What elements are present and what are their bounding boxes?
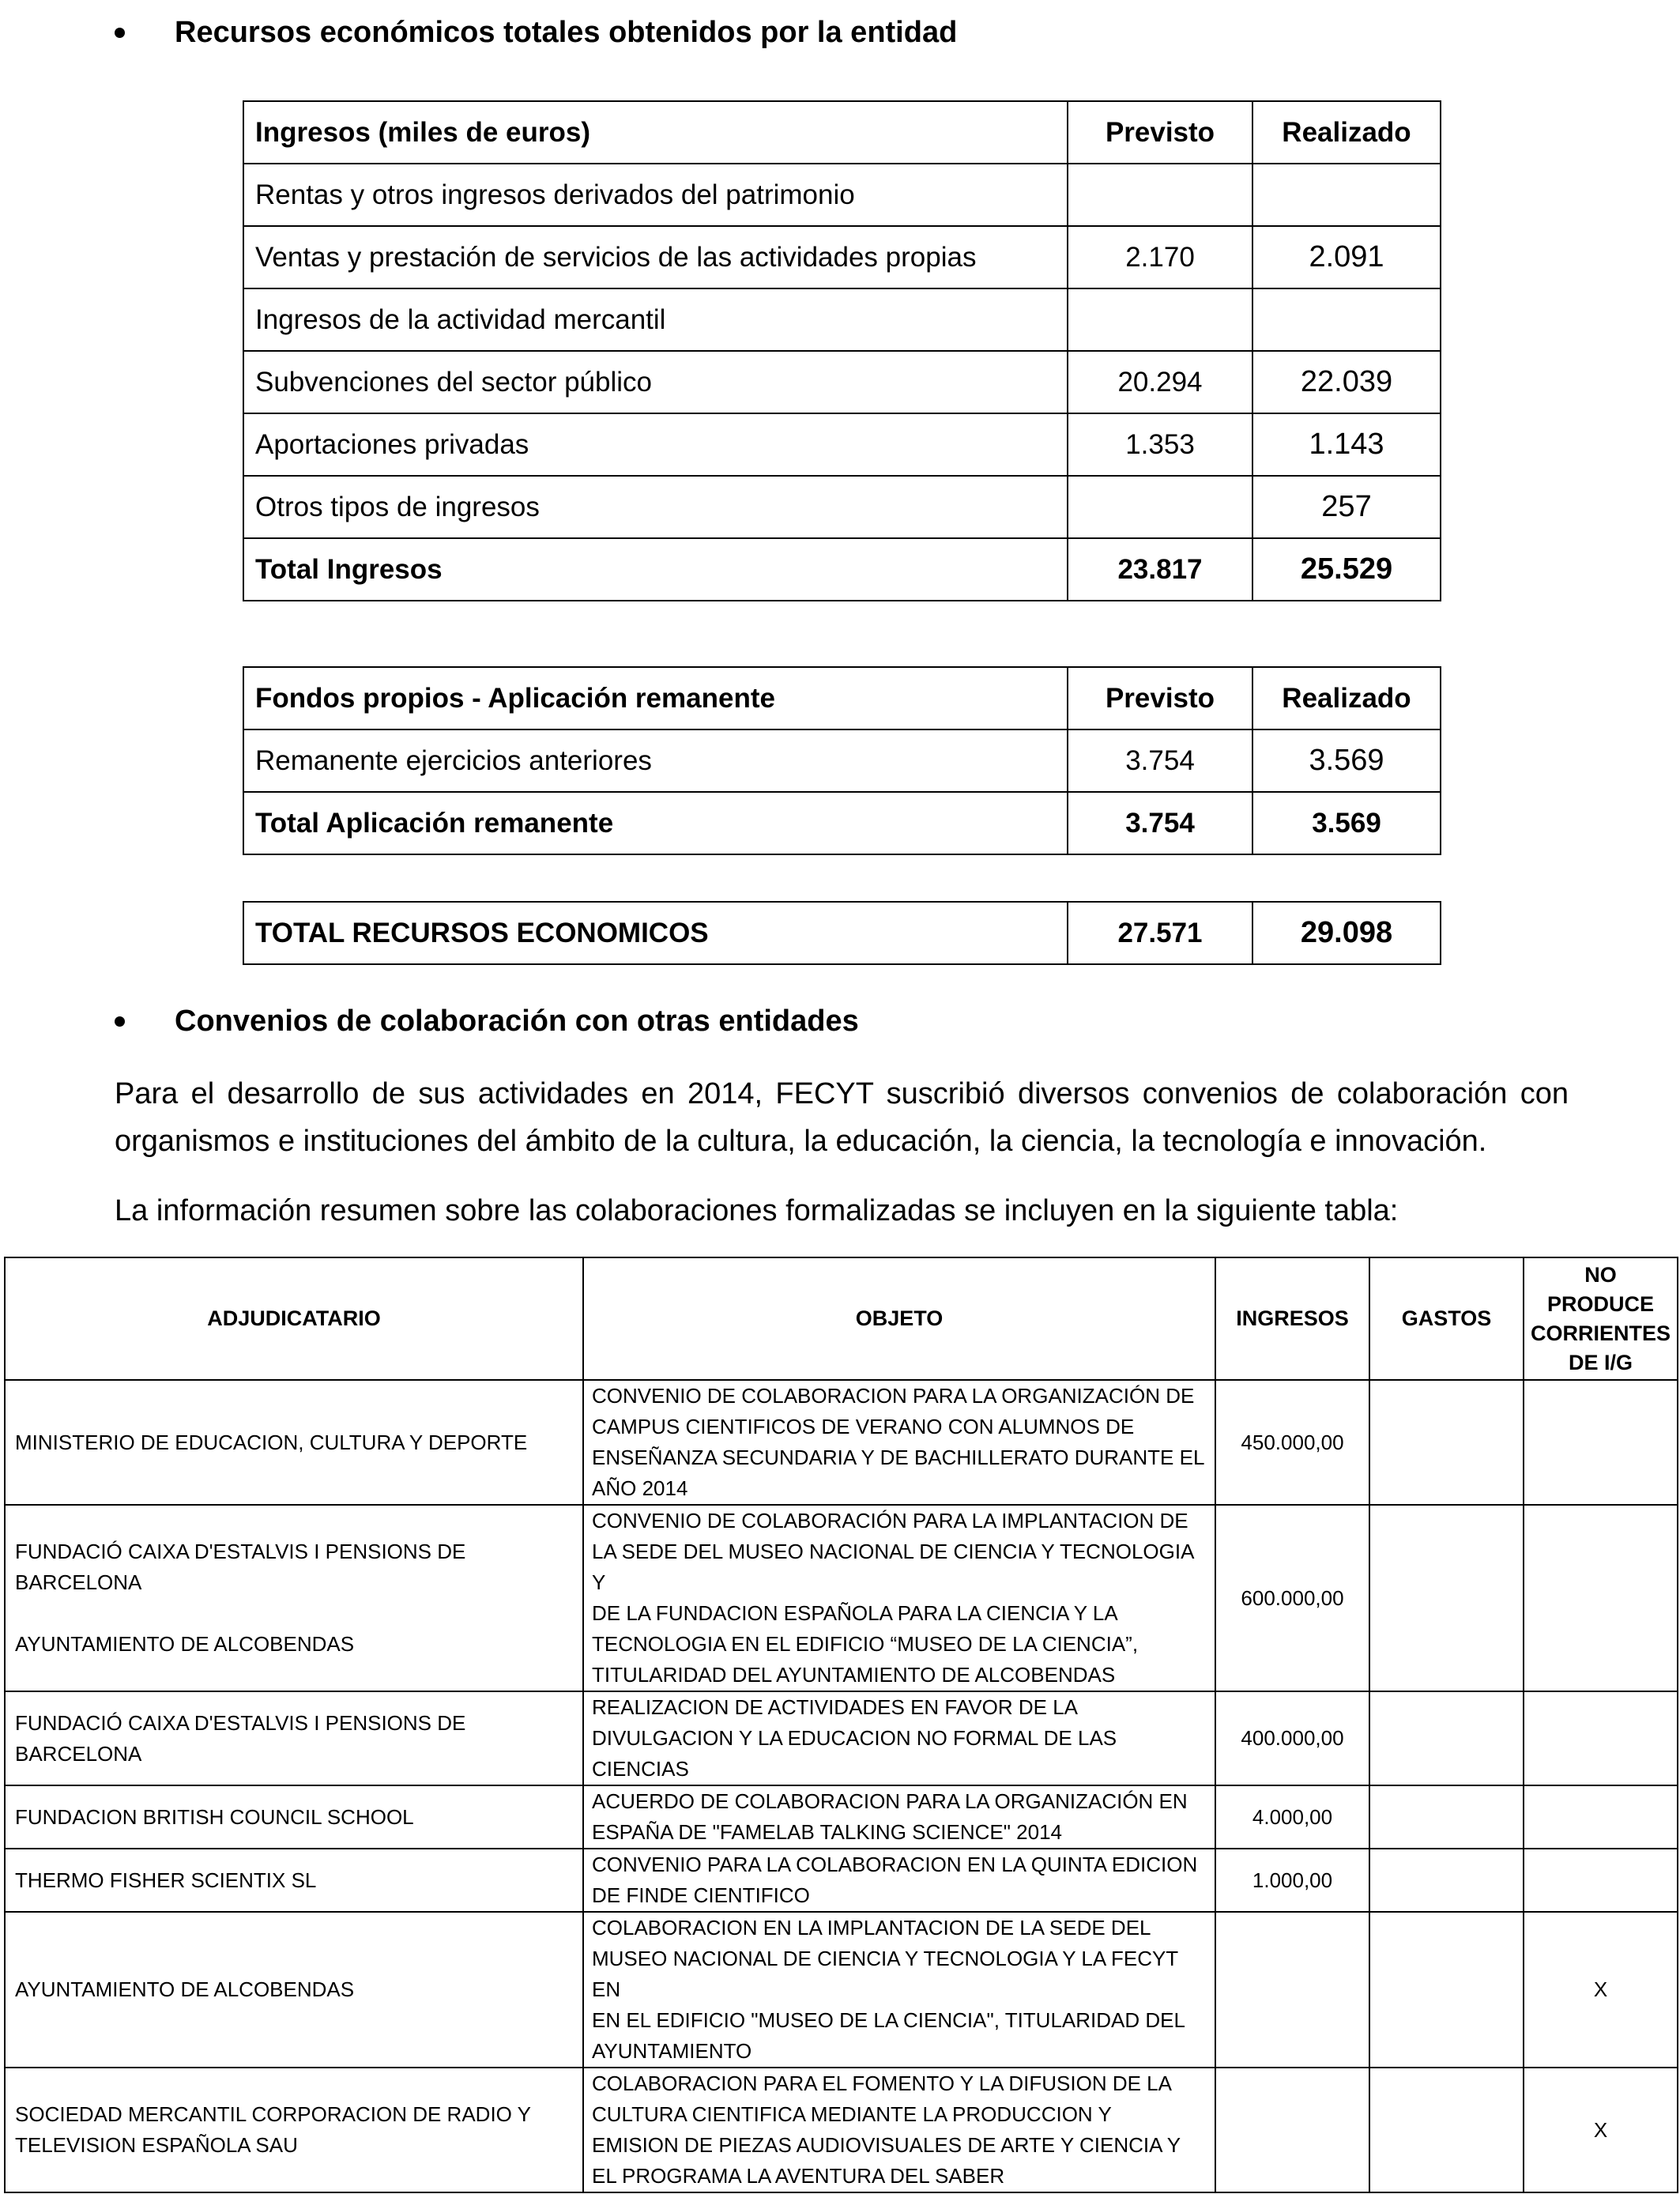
previsto-cell: 3.754 xyxy=(1068,729,1252,792)
objeto-cell xyxy=(583,1380,1215,1505)
total-label: Total Aplicación remanente xyxy=(243,792,1068,854)
cell-line: LA SEDE DEL MUSEO NACIONAL DE CIENCIA Y TECNOLOGIA Y xyxy=(592,1540,1193,1594)
table-row xyxy=(243,226,1441,288)
ingresos-cell: 450.000,00 xyxy=(1215,1380,1369,1505)
cell-line: TITULARIDAD DEL AYUNTAMIENTO DE ALCOBENDAS xyxy=(592,1663,1116,1687)
header-no-produce xyxy=(1524,1257,1678,1380)
paragraph-line: Para el desarrollo de sus actividades en 2014, FECYT suscribió diversos convenios de colaboración con xyxy=(115,1077,1569,1110)
no-produce-cell: X xyxy=(1524,2068,1678,2192)
ingresos-cell: 600.000,00 xyxy=(1215,1505,1369,1691)
gastos-cell xyxy=(1369,1849,1524,1912)
row-label: Ventas y prestación de servicios de las actividades propias xyxy=(243,226,1068,288)
header-line: PRODUCE xyxy=(1546,1291,1654,1316)
adjudicatario-cell xyxy=(5,1785,583,1849)
cell-line: AYUNTAMIENTO xyxy=(592,2039,752,2063)
header-gastos: GASTOS xyxy=(1369,1257,1524,1380)
table-row xyxy=(243,413,1441,476)
realizado-cell xyxy=(1252,164,1441,226)
adjudicatario-cell xyxy=(5,1691,583,1785)
cell-line: SOCIEDAD MERCANTIL CORPORACION DE RADIO Y xyxy=(15,2102,531,2126)
previsto-cell: 2.170 xyxy=(1068,226,1252,288)
table-row xyxy=(5,1505,1678,1691)
paragraph: La información resumen sobre las colaboraciones formalizadas se incluyen en la siguiente tabla: xyxy=(115,1194,1399,1227)
header-cell: Realizado xyxy=(1252,667,1441,729)
total-recursos-table xyxy=(243,901,1441,965)
previsto-cell xyxy=(1068,164,1252,226)
adjudicatario-cell xyxy=(5,1849,583,1912)
cell-line: THERMO FISHER SCIENTIX SL xyxy=(15,1868,317,1892)
table-row xyxy=(243,476,1441,538)
ingresos-table xyxy=(243,100,1441,601)
cell-line: EMISION DE PIEZAS AUDIOVISUALES DE ARTE Y CIENCIA Y xyxy=(592,2133,1181,2157)
row-label: Otros tipos de ingresos xyxy=(243,476,1068,538)
realizado-cell: 257 xyxy=(1252,476,1441,538)
gastos-cell xyxy=(1369,1785,1524,1849)
adjudicatario-cell xyxy=(5,1912,583,2068)
ingresos-cell xyxy=(1215,2068,1369,2192)
no-produce-cell xyxy=(1524,1785,1678,1849)
objeto-cell xyxy=(583,1785,1215,1849)
convenios-table xyxy=(4,1257,1678,2193)
ingresos-cell: 4.000,00 xyxy=(1215,1785,1369,1849)
row-label: Ingresos de la actividad mercantil xyxy=(243,288,1068,351)
cell-line: ACUERDO DE COLABORACION PARA LA ORGANIZACIÓN EN xyxy=(592,1789,1188,1813)
header-cell: Realizado xyxy=(1252,101,1441,164)
gastos-cell xyxy=(1369,1691,1524,1785)
realizado-cell: 1.143 xyxy=(1252,413,1441,476)
cell-line: AÑO 2014 xyxy=(592,1476,688,1500)
cell-line: CONVENIO DE COLABORACION PARA LA ORGANIZACIÓN DE xyxy=(592,1384,1195,1408)
total-realizado: 3.569 xyxy=(1252,792,1441,854)
total-row xyxy=(243,538,1441,601)
table-row xyxy=(243,288,1441,351)
cell-line: CONVENIO PARA LA COLABORACION EN LA QUINTA EDICION xyxy=(592,1853,1198,1876)
fondos-propios-table xyxy=(243,666,1441,855)
table-row xyxy=(5,1380,1678,1505)
row-label: Remanente ejercicios anteriores xyxy=(243,729,1068,792)
gastos-cell xyxy=(1369,1380,1524,1505)
cell-line: DE LA FUNDACION ESPAÑOLA PARA LA CIENCIA Y LA xyxy=(592,1601,1118,1625)
total-row xyxy=(243,902,1441,964)
header-cell: Previsto xyxy=(1068,101,1252,164)
no-produce-cell xyxy=(1524,1505,1678,1691)
cell-line: FUNDACIÓ CAIXA D'ESTALVIS I PENSIONS DE xyxy=(15,1710,466,1735)
cell-line: CULTURA CIENTIFICA MEDIANTE LA PRODUCCION Y xyxy=(592,2102,1112,2126)
ingresos-cell: 1.000,00 xyxy=(1215,1849,1369,1912)
header-line: NO xyxy=(1584,1262,1617,1287)
realizado-cell: 22.039 xyxy=(1252,351,1441,413)
ingresos-cell xyxy=(1215,1912,1369,2068)
header-ingresos: INGRESOS xyxy=(1215,1257,1369,1380)
cell-line: COLABORACION PARA EL FOMENTO Y LA DIFUSION DE LA xyxy=(592,2071,1172,2095)
total-label: TOTAL RECURSOS ECONOMICOS xyxy=(243,902,1068,964)
cell-line: TELEVISION ESPAÑOLA SAU xyxy=(15,2133,298,2157)
cell-line: CONVENIO DE COLABORACIÓN PARA LA IMPLANTACION DE xyxy=(592,1509,1188,1532)
section-heading-convenios xyxy=(115,1005,859,1039)
header-line: CORRIENTES xyxy=(1530,1321,1671,1345)
table-row xyxy=(243,164,1441,226)
section-heading-recursos xyxy=(115,16,957,50)
section-title: Convenios de colaboración con otras entidades xyxy=(175,1005,859,1038)
header-cell: Previsto xyxy=(1068,667,1252,729)
no-produce-cell: X xyxy=(1524,1912,1678,2068)
table-row xyxy=(5,1785,1678,1849)
cell-line: FUNDACION BRITISH COUNCIL SCHOOL xyxy=(15,1804,414,1829)
total-realizado: 29.098 xyxy=(1252,902,1441,964)
cell-line: DE FINDE CIENTIFICO xyxy=(592,1883,810,1907)
gastos-cell xyxy=(1369,2068,1524,2192)
total-row xyxy=(243,792,1441,854)
previsto-cell xyxy=(1068,288,1252,351)
no-produce-cell xyxy=(1524,1691,1678,1785)
cell-line: DIVULGACION Y LA EDUCACION NO FORMAL DE LAS xyxy=(592,1726,1117,1750)
row-label: Aportaciones privadas xyxy=(243,413,1068,476)
cell-line: AYUNTAMIENTO DE ALCOBENDAS xyxy=(15,1977,355,2001)
cell-line: BARCELONA xyxy=(15,1741,142,1766)
no-produce-cell xyxy=(1524,1849,1678,1912)
cell-line: ENSEÑANZA SECUNDARIA Y DE BACHILLERATO DURANTE EL xyxy=(592,1446,1205,1469)
objeto-cell xyxy=(583,1849,1215,1912)
cell-line: MUSEO NACIONAL DE CIENCIA Y TECNOLOGIA Y LA FECYT EN xyxy=(592,1947,1178,2001)
header-cell: Ingresos (miles de euros) xyxy=(243,101,1068,164)
cell-line: EN EL EDIFICIO "MUSEO DE LA CIENCIA", TITULARIDAD DEL xyxy=(592,2008,1185,2032)
table-row xyxy=(5,2068,1678,2192)
cell-line: EL PROGRAMA LA AVENTURA DEL SABER xyxy=(592,2164,1005,2188)
header-adjudicatario: ADJUDICATARIO xyxy=(5,1257,583,1380)
bullet-icon xyxy=(115,1016,125,1027)
realizado-cell xyxy=(1252,288,1441,351)
previsto-cell: 1.353 xyxy=(1068,413,1252,476)
objeto-cell xyxy=(583,1505,1215,1691)
no-produce-cell xyxy=(1524,1380,1678,1505)
cell-line: AYUNTAMIENTO DE ALCOBENDAS xyxy=(15,1632,355,1656)
total-previsto: 3.754 xyxy=(1068,792,1252,854)
table-header-row xyxy=(243,667,1441,729)
total-previsto: 23.817 xyxy=(1068,538,1252,601)
bullet-icon xyxy=(115,28,125,38)
adjudicatario-cell xyxy=(5,1380,583,1505)
header-line: DE I/G xyxy=(1568,1350,1633,1374)
realizado-cell: 3.569 xyxy=(1252,729,1441,792)
total-label: Total Ingresos xyxy=(243,538,1068,601)
cell-line: FUNDACIÓ CAIXA D'ESTALVIS I PENSIONS DE xyxy=(15,1540,466,1563)
adjudicatario-cell xyxy=(5,1505,583,1691)
cell-line: BARCELONA xyxy=(15,1570,142,1594)
cell-line: TECNOLOGIA EN EL EDIFICIO “MUSEO DE LA CIENCIA”, xyxy=(592,1632,1139,1656)
cell-line: REALIZACION DE ACTIVIDADES EN FAVOR DE LA xyxy=(592,1695,1078,1719)
row-label: Subvenciones del sector público xyxy=(243,351,1068,413)
table-row xyxy=(5,1849,1678,1912)
objeto-cell xyxy=(583,1912,1215,2068)
cell-line: COLABORACION EN LA IMPLANTACION DE LA SEDE DEL xyxy=(592,1916,1151,1940)
cell-line: CIENCIAS xyxy=(592,1757,689,1781)
cell-line: ESPAÑA DE "FAMELAB TALKING SCIENCE" 2014 xyxy=(592,1820,1063,1844)
table-header-row xyxy=(5,1257,1678,1380)
ingresos-cell: 400.000,00 xyxy=(1215,1691,1369,1785)
table-row xyxy=(243,729,1441,792)
adjudicatario-cell xyxy=(5,2068,583,2192)
section-title: Recursos económicos totales obtenidos por la entidad xyxy=(175,16,958,49)
cell-line: MINISTERIO DE EDUCACION, CULTURA Y DEPORTE xyxy=(15,1430,528,1454)
table-row xyxy=(5,1691,1678,1785)
realizado-cell: 2.091 xyxy=(1252,226,1441,288)
gastos-cell xyxy=(1369,1505,1524,1691)
objeto-cell xyxy=(583,2068,1215,2192)
total-previsto: 27.571 xyxy=(1068,902,1252,964)
objeto-cell xyxy=(583,1691,1215,1785)
table-row xyxy=(5,1912,1678,2068)
table-row xyxy=(243,351,1441,413)
total-realizado: 25.529 xyxy=(1252,538,1441,601)
header-cell: Fondos propios - Aplicación remanente xyxy=(243,667,1068,729)
cell-spacer xyxy=(15,1598,573,1629)
row-label: Rentas y otros ingresos derivados del patrimonio xyxy=(243,164,1068,226)
paragraph-line: organismos e instituciones del ámbito de la cultura, la educación, la ciencia, la tecnología e innovación. xyxy=(115,1125,1487,1158)
header-objeto: OBJETO xyxy=(583,1257,1215,1380)
gastos-cell xyxy=(1369,1912,1524,2068)
table-header-row xyxy=(243,101,1441,164)
previsto-cell: 20.294 xyxy=(1068,351,1252,413)
previsto-cell xyxy=(1068,476,1252,538)
cell-line: CAMPUS CIENTIFICOS DE VERANO CON ALUMNOS DE xyxy=(592,1415,1135,1438)
